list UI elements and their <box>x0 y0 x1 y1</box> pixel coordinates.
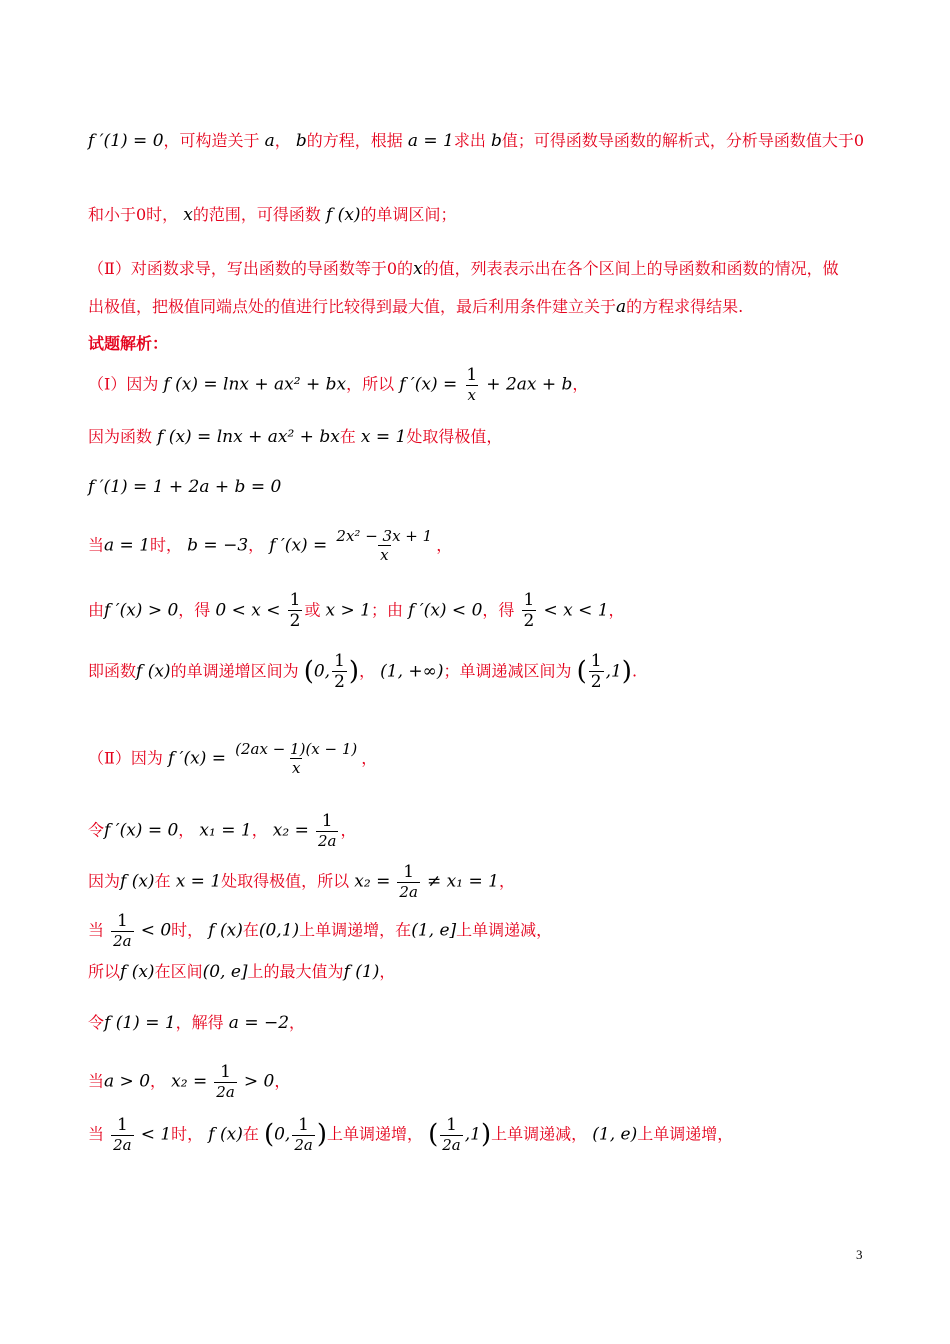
numerator: 1 <box>298 1115 309 1135</box>
fraction-1-over-2 <box>332 652 347 692</box>
math-fx: f (x) <box>120 871 155 892</box>
text: ；单调递减区间为 <box>443 661 572 681</box>
text: 在 <box>242 920 259 940</box>
part2-line-2 <box>88 812 356 850</box>
numerator: 1 <box>466 365 478 385</box>
text: （Ⅱ）因为 <box>88 748 163 768</box>
text: 值；可得函数导函数的解析式，分析导函数值大于0 <box>501 131 865 150</box>
numerator: 2x² − 3x + 1 <box>336 527 433 545</box>
text: 的范围，可得函数 <box>192 205 321 224</box>
solution-heading: 试题解析： <box>88 334 169 353</box>
text: ， <box>359 661 376 681</box>
fraction-1-over-2 <box>522 591 537 631</box>
math-x-gt-1: x > 1 <box>325 600 372 621</box>
solution-line-4 <box>88 528 452 564</box>
text: 在 <box>154 871 171 891</box>
math-interval-01: (0,1) <box>258 920 300 941</box>
text: 的单调区间； <box>360 205 457 224</box>
paren-left: ( <box>263 1119 275 1150</box>
text: 因为函数 <box>88 427 153 446</box>
math-fx: f (x) <box>208 920 243 941</box>
numerator: 1 <box>289 590 301 610</box>
text: 时， <box>171 920 204 940</box>
text: ， <box>498 871 515 891</box>
math-x2-eq: x₂ = <box>171 1071 208 1092</box>
math-x-eq-1: x = 1 <box>175 871 222 892</box>
math-fprime1: f ′(1) = 0 <box>88 131 164 151</box>
text: 上的最大值为 <box>247 962 344 981</box>
text: 即函数 <box>88 661 137 681</box>
text: 处取得极值， <box>406 427 503 446</box>
text: ，可构造关于 <box>163 131 260 150</box>
numerator: 1 <box>446 1115 457 1135</box>
paren-right: ) <box>316 1119 327 1150</box>
text: 在区间 <box>154 962 203 981</box>
text: 处取得极值，所以 <box>221 871 350 891</box>
math-a-gt-0: a > 0 <box>104 1071 151 1092</box>
fraction-1-over-2a <box>292 1116 315 1154</box>
math-neq-x1: ≠ x₁ = 1 <box>427 871 499 892</box>
fraction-1-over-2a <box>111 1116 134 1154</box>
numerator: (2ax − 1)(x − 1) <box>235 740 358 758</box>
fraction-derivative-2 <box>233 741 359 777</box>
math-fx: f (x) <box>136 661 171 682</box>
fraction-1-over-x <box>464 366 479 404</box>
math-interval-inc2: (1, +∞) <box>380 661 444 682</box>
text: ， <box>379 962 396 981</box>
text: 当 <box>88 1071 105 1091</box>
numerator: 1 <box>590 651 602 671</box>
text: 令 <box>88 820 105 840</box>
text: 当 <box>88 535 105 555</box>
denominator: 2 <box>334 671 345 692</box>
part2-line-4 <box>88 912 552 950</box>
text: ，所以 <box>346 374 395 394</box>
text: 出极值，把极值同端点处的值进行比较得到最大值，最后利用条件建立关于 <box>88 297 617 316</box>
text: 求出 <box>453 131 486 150</box>
text: ， <box>274 1071 291 1091</box>
text: 的单调递增区间为 <box>170 661 299 681</box>
math-plus-2axb: + 2ax + b <box>486 374 573 395</box>
text: 当 <box>88 920 105 940</box>
text: （Ⅱ）对函数求导，写出函数的导函数等于0的 <box>88 259 414 278</box>
text: ，解得 <box>175 1013 224 1032</box>
math-interval-end: ,1 <box>605 661 622 682</box>
math-a-eq-m2: a = −2 <box>228 1013 290 1033</box>
text: 的方程求得结果. <box>626 297 744 316</box>
page-number: 3 <box>856 1247 863 1262</box>
analysis-line-1 <box>88 131 864 151</box>
text: 上单调递减， <box>491 1124 588 1144</box>
numerator: 1 <box>220 1062 231 1082</box>
math-x2-eq: x₂ = <box>272 820 309 841</box>
denominator: x <box>380 545 389 564</box>
fraction-1-over-2 <box>288 591 303 631</box>
denominator: 2 <box>289 610 301 631</box>
analysis-line-4 <box>88 297 743 317</box>
text: ，得 <box>178 600 211 620</box>
math-fpx-lt0: f ′(x) < 0 <box>408 600 483 621</box>
math-fpx: f ′(x) = <box>399 374 458 395</box>
text: ；由 <box>371 600 404 620</box>
denominator: 2a <box>442 1135 461 1154</box>
solution-line-5 <box>88 591 625 631</box>
text: 在 <box>242 1124 259 1144</box>
text: ， <box>436 535 453 555</box>
math-fpx: f ′(x) = <box>269 535 328 556</box>
numerator: 1 <box>403 862 415 882</box>
numerator: 1 <box>523 590 535 610</box>
math-fx-def: f (x) = lnx + ax² + bx <box>157 427 340 447</box>
math-fpx: f ′(x) = <box>167 748 227 769</box>
denominator: 2a <box>399 882 418 901</box>
denominator: 2a <box>216 1082 235 1101</box>
math-f1: f (1) <box>343 962 380 982</box>
text: 令 <box>88 1013 105 1032</box>
math-x: x <box>413 259 423 279</box>
text: 由 <box>88 600 105 620</box>
math-fp1-eq: f ′(1) = 1 + 2a + b = 0 <box>88 477 282 497</box>
text: ， <box>150 1071 167 1091</box>
math-lt-0: < 0 <box>140 920 172 941</box>
text: ， <box>274 131 291 150</box>
paren-right: ) <box>621 656 632 687</box>
text: ， <box>361 748 378 768</box>
denominator: 2 <box>590 671 602 692</box>
fraction-1-over-2a <box>397 863 420 901</box>
part2-line-8 <box>88 1116 733 1154</box>
math-a-eq-1: a = 1 <box>104 535 151 556</box>
numerator: 1 <box>321 811 333 831</box>
paren-left: ( <box>303 656 314 687</box>
analysis-line-2 <box>88 205 457 225</box>
text: 上单调递增， <box>637 1124 734 1144</box>
text: 时， <box>150 535 183 555</box>
math-interval-end: ,1 <box>464 1124 481 1145</box>
text: 上单调递增，在 <box>299 920 412 940</box>
part2-line-6 <box>88 1013 305 1033</box>
math-fx: f (x) <box>208 1124 243 1145</box>
text: 所以 <box>88 962 121 981</box>
text: ， <box>251 820 268 840</box>
text: ， <box>608 600 625 620</box>
text: ， <box>340 820 357 840</box>
text: ，得 <box>482 600 515 620</box>
text: 的方程，根据 <box>306 131 403 150</box>
math-interval-start: 0, <box>313 661 331 682</box>
fraction-1-over-2a <box>316 812 339 850</box>
math-interval-1e: (1, e] <box>411 920 457 941</box>
text: 时， <box>171 1124 204 1144</box>
math-fx: f (x) <box>325 205 361 225</box>
analysis-line-3 <box>88 259 839 279</box>
math-interval-start: 0, <box>274 1124 291 1145</box>
text: 因为 <box>88 871 121 891</box>
math-interval-0e: (0, e] <box>202 962 248 982</box>
paren-left: ( <box>576 656 587 687</box>
math-f1-eq-1: f (1) = 1 <box>104 1013 176 1033</box>
fraction-1-over-2a <box>440 1116 463 1154</box>
numerator: 1 <box>334 651 345 671</box>
fraction-derivative <box>334 528 434 564</box>
denominator: x <box>291 758 301 777</box>
math-x2-eq: x₂ = <box>354 871 391 892</box>
text: 上单调递增， <box>327 1124 424 1144</box>
text: 或 <box>304 600 321 620</box>
paren-right: ) <box>481 1119 492 1150</box>
denominator: 2 <box>523 610 535 631</box>
text: 在 <box>339 427 356 446</box>
math-x-eq-1: x = 1 <box>360 427 407 447</box>
math-a-eq-1: a = 1 <box>407 131 454 151</box>
math-b-eq-m3: b = −3 <box>187 535 249 556</box>
paren-left: ( <box>428 1119 439 1150</box>
text: 和小于0时， <box>88 205 179 224</box>
fraction-1-over-2 <box>589 652 604 692</box>
text: 当 <box>88 1124 105 1144</box>
math-fx-def: f (x) = lnx + ax² + bx <box>163 374 347 395</box>
text: ， <box>572 374 589 394</box>
text: ， <box>248 535 265 555</box>
text: 上单调递减， <box>456 920 553 940</box>
text: （Ⅰ）因为 <box>88 374 159 394</box>
math-b: b <box>491 131 502 151</box>
denominator: x <box>467 385 477 404</box>
math-a: a <box>264 131 275 151</box>
denominator: 2a <box>113 1135 132 1154</box>
math-fpx-gt0: f ′(x) > 0 <box>104 600 179 621</box>
denominator: 2a <box>317 831 337 850</box>
solution-line-2 <box>88 427 502 447</box>
part2-line-5 <box>88 962 395 982</box>
text: . <box>631 661 638 681</box>
numerator: 1 <box>116 1115 128 1135</box>
solution-line-1 <box>88 366 588 404</box>
math-interval-1e-open: (1, e) <box>592 1124 638 1145</box>
part2-line-3 <box>88 863 515 901</box>
numerator: 1 <box>116 911 128 931</box>
math-lt-x-lt-1: < x < 1 <box>543 600 609 621</box>
math-x1-eq-1: x₁ = 1 <box>199 820 252 841</box>
text: 的值，列表表示出在各个区间上的导函数和函数的情况，做 <box>422 259 839 278</box>
math-b: b <box>295 131 307 151</box>
part2-line-1 <box>88 741 377 777</box>
math-fx: f (x) <box>120 962 155 982</box>
part2-line-7 <box>88 1063 290 1101</box>
math-gt-0: > 0 <box>243 1071 275 1092</box>
math-lt-1: < 1 <box>140 1124 172 1145</box>
denominator: 2a <box>113 931 132 950</box>
math-0-lt-x-lt: 0 < x < <box>215 600 281 621</box>
math-a: a <box>616 297 627 317</box>
math-fpx-eq0: f ′(x) = 0 <box>104 820 179 841</box>
fraction-1-over-2a <box>111 912 134 950</box>
paren-right: ) <box>348 656 360 687</box>
fraction-1-over-2a <box>214 1063 237 1101</box>
text: ， <box>289 1013 306 1032</box>
solution-line-6 <box>88 652 637 692</box>
denominator: 2a <box>294 1135 313 1154</box>
math-x: x <box>183 205 193 225</box>
solution-line-3 <box>88 477 281 497</box>
text: ， <box>178 820 195 840</box>
